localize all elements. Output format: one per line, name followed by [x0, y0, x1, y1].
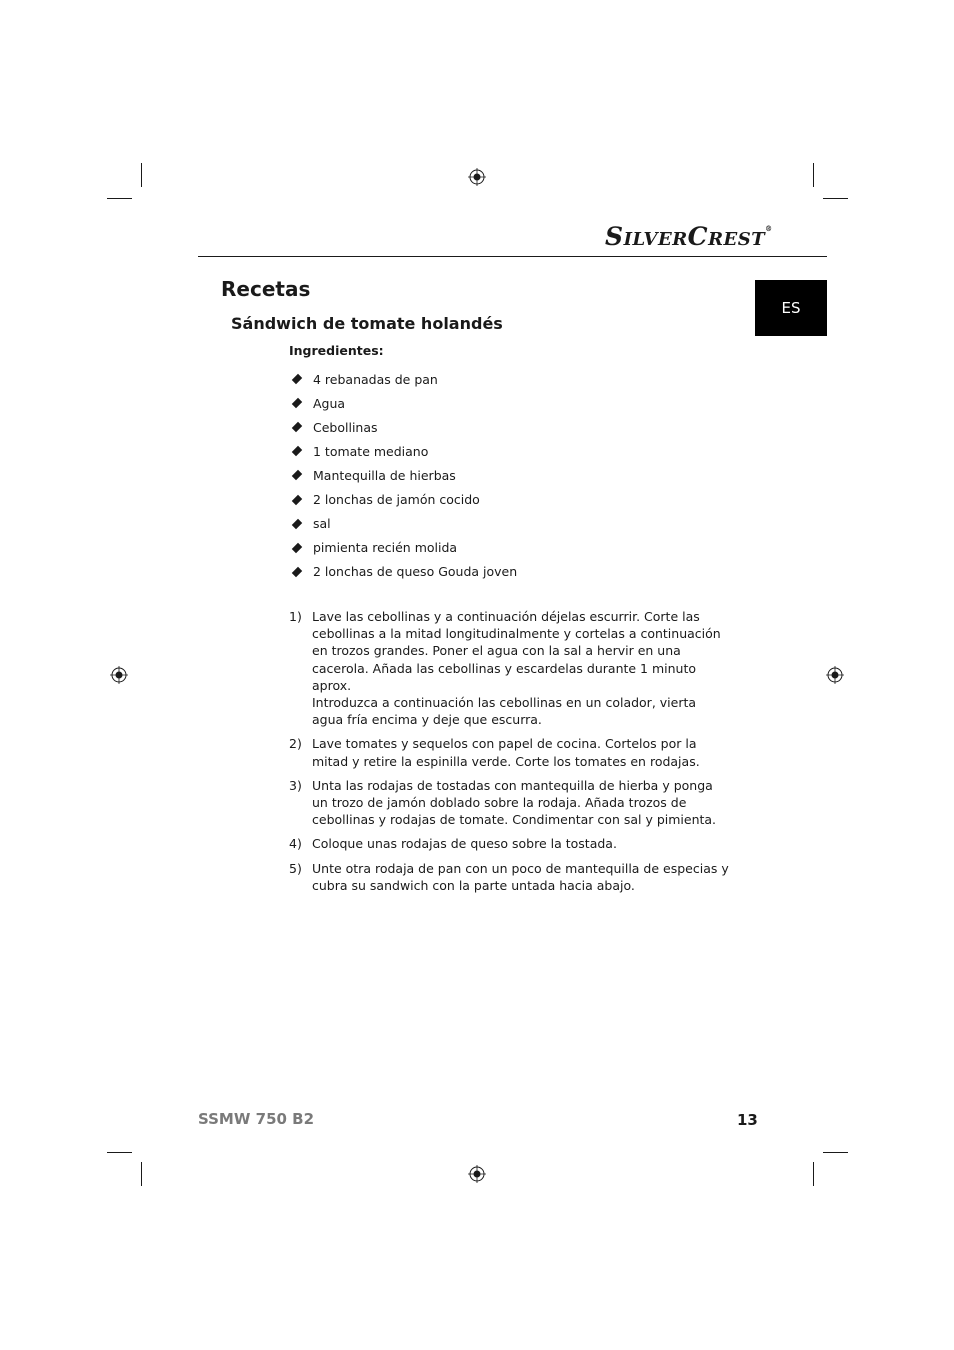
instruction-step: [289, 860, 731, 894]
language-label: ES: [781, 299, 801, 317]
list-item: 1 tomate mediano: [289, 439, 517, 463]
recipe-title: Sándwich de tomate holandés: [231, 314, 503, 333]
registration-mark-icon: [468, 168, 486, 186]
instruction-step: [289, 608, 731, 728]
step-number: 3): [289, 777, 302, 793]
step-text: Unta las rodajas de tostadas con mantequilla de hierba y ponga un trozo de jamón doblado sobre la rodaja. Añada trozos de cebollinas y rodajas de tomate. Condimentar con sal y pimienta.: [312, 777, 717, 828]
crop-mark: [823, 1152, 848, 1153]
instruction-step: [289, 835, 731, 852]
diamond-bullet-icon: [292, 422, 302, 432]
step-number: 2): [289, 736, 302, 752]
language-tab: [755, 280, 827, 336]
list-item: pimienta recién molida: [289, 536, 517, 560]
step-text: Lave tomates y sequelos con papel de cocina. Cortelos por la mitad y retire la espinilla verde. Corte los tomates en rodajas.: [312, 736, 700, 769]
diamond-bullet-icon: [292, 518, 302, 528]
step-text: Unte otra rodaja de pan con un poco de mantequilla de especias y cubra su sandwich con la parte untada hacia abajo.: [312, 860, 729, 893]
list-item: Cebollinas: [289, 415, 517, 439]
diamond-bullet-icon: [292, 398, 302, 408]
crop-mark: [107, 198, 132, 199]
page-title: Recetas: [221, 277, 311, 301]
list-item: Mantequilla de hierbas: [289, 463, 517, 487]
crop-mark: [813, 1162, 814, 1186]
registration-mark-icon: [468, 1165, 486, 1183]
list-item: 2 lonchas de jamón cocido: [289, 487, 517, 511]
step-text: Introduzca a continuación las cebollinas en un colador, vierta agua fría encima y deje que escurra.: [312, 695, 697, 728]
diamond-bullet-icon: [292, 470, 302, 480]
diamond-bullet-icon: [292, 542, 302, 552]
crop-mark: [141, 1162, 142, 1186]
registration-mark-icon: [826, 666, 844, 684]
header-divider: [198, 256, 827, 257]
step-number: 5): [289, 860, 302, 876]
silvercrest-logo: SILVERCREST®: [605, 222, 773, 251]
ingredients-heading: Ingredientes:: [289, 343, 384, 358]
instruction-step: [289, 777, 731, 829]
ingredients-list: [289, 367, 517, 584]
step-number: 1): [289, 609, 302, 624]
instructions-list: [289, 608, 731, 901]
crop-mark: [823, 198, 848, 199]
diamond-bullet-icon: [292, 374, 302, 384]
diamond-bullet-icon: [292, 494, 302, 504]
list-item: 4 rebanadas de pan: [289, 367, 517, 391]
step-text: Coloque unas rodajas de queso sobre la tostada.: [312, 836, 617, 852]
list-item: 2 lonchas de queso Gouda joven: [289, 560, 517, 584]
crop-mark: [141, 163, 142, 187]
step-number: 4): [289, 836, 302, 852]
list-item: Agua: [289, 391, 517, 415]
diamond-bullet-icon: [292, 567, 302, 577]
instruction-step: [289, 735, 731, 769]
page-number: 13: [737, 1111, 758, 1129]
registration-mark-icon: [110, 666, 128, 684]
list-item: sal: [289, 512, 517, 536]
step-text: Lave las cebollinas y a continuación déjelas escurrir. Corte las cebollinas a la mitad longitudinalmente y cortelas a continuación en trozos grandes. Poner el agua con la sal a hervir en una cacerola. Añada las cebollinas y escardelas durante 1 minuto aprox.: [312, 609, 721, 693]
diamond-bullet-icon: [292, 446, 302, 456]
model-number: SSMW 750 B2: [198, 1110, 315, 1128]
crop-mark: [813, 163, 814, 187]
crop-mark: [107, 1152, 132, 1153]
